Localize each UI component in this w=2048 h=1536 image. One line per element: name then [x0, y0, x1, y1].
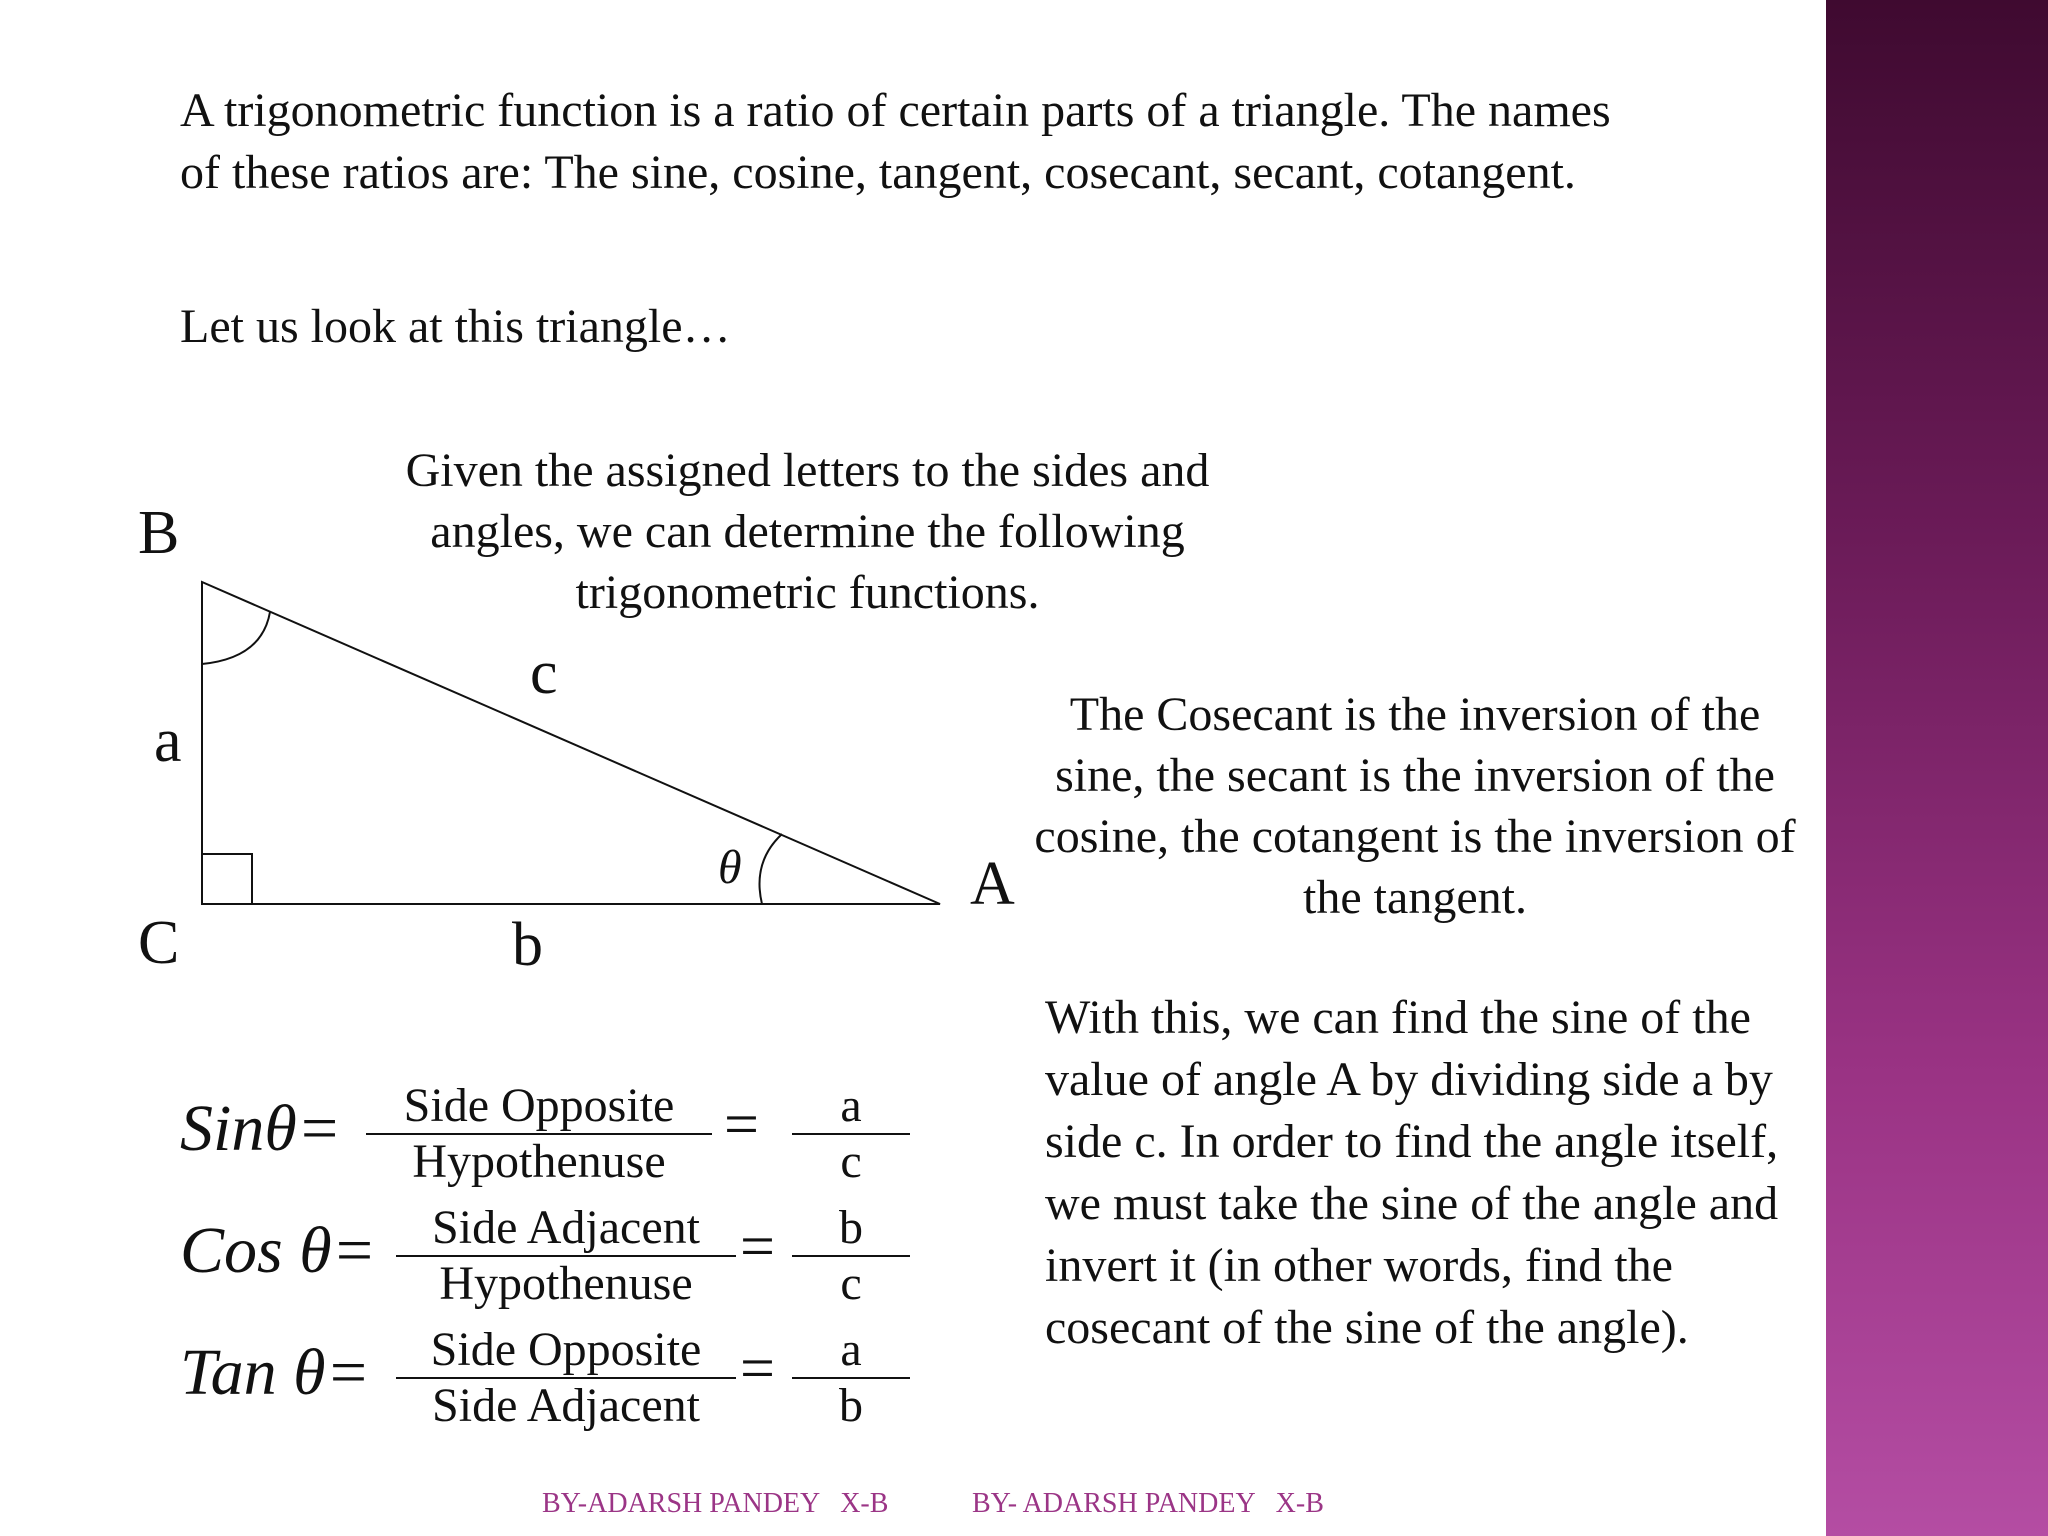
tangent-ratio-denominator: b — [839, 1379, 863, 1432]
vertex-a-label: A — [970, 850, 1015, 918]
intro-paragraph: A trigonometric function is a ratio of certain parts of a triangle. The names of these ratios are: The sine, cosine, tangent, cosecant, secant, cotangent. — [180, 84, 1611, 199]
side-b-label: b — [512, 911, 543, 979]
right-angle-marker — [202, 854, 252, 904]
tangent-ratio-numerator: a — [840, 1323, 862, 1376]
sine-ratio-numerator: a — [840, 1079, 862, 1132]
given-text: Given the assigned letters to the sides and angles, we can determine the following trigonometric functions. — [405, 444, 1210, 619]
cosine-ratio — [792, 1201, 910, 1310]
cosine-fraction — [396, 1201, 736, 1310]
tangent-numerator: Side Opposite — [430, 1323, 702, 1376]
tangent-ratio — [792, 1323, 910, 1432]
angle-theta-arc — [760, 834, 783, 904]
decorative-sidebar — [1826, 0, 2048, 1536]
vertex-b-label: B — [138, 499, 180, 567]
sine-equals: = — [724, 1091, 759, 1159]
tangent-denominator: Side Adjacent — [432, 1379, 700, 1432]
tangent-fraction — [396, 1323, 736, 1432]
triangle-shape — [202, 582, 940, 904]
intro-paragraph-2: Let us look at this triangle… — [180, 300, 731, 353]
tangent-formula — [180, 1314, 920, 1434]
footer-right: BY- ADARSH PANDEY X-B — [972, 1488, 1324, 1519]
tangent-label: Tan θ= — [180, 1336, 371, 1409]
sine-formula — [180, 1070, 920, 1190]
sine-fraction — [366, 1079, 712, 1188]
vertex-c-label: C — [138, 909, 180, 977]
footer-left: BY-ADARSH PANDEY X-B — [542, 1488, 889, 1519]
cosine-numerator: Side Adjacent — [432, 1201, 700, 1254]
sine-numerator: Side Opposite — [403, 1079, 675, 1132]
sine-ratio-denominator: c — [840, 1135, 862, 1188]
cosine-equals: = — [740, 1213, 775, 1281]
sine-denominator: Hypothenuse — [412, 1135, 666, 1188]
tangent-equals: = — [740, 1335, 775, 1403]
side-a-label: a — [154, 707, 182, 775]
cosine-ratio-numerator: b — [839, 1201, 863, 1254]
cosecant-explanation: The Cosecant is the inversion of the sine, the secant is the inversion of the cosine, the cotangent is the inversion of the tangent. — [1034, 688, 1796, 924]
sine-ratio — [792, 1079, 910, 1188]
sine-label: Sinθ= — [180, 1092, 342, 1165]
angle-b-arc — [202, 612, 270, 664]
side-c-label: c — [530, 639, 558, 707]
cosine-ratio-denominator: c — [840, 1257, 862, 1310]
cosine-label: Cos θ= — [180, 1214, 377, 1287]
cosine-formula — [180, 1192, 920, 1312]
angle-theta-label: θ — [718, 841, 742, 894]
cosine-denominator: Hypothenuse — [439, 1257, 693, 1310]
angle-explanation: With this, we can find the sine of the value of angle A by dividing side a by side c. In order to find the angle itself, we must take the sine of the angle and invert it (in other words, find the cosecant of the sine of the angle). — [1045, 991, 1779, 1354]
